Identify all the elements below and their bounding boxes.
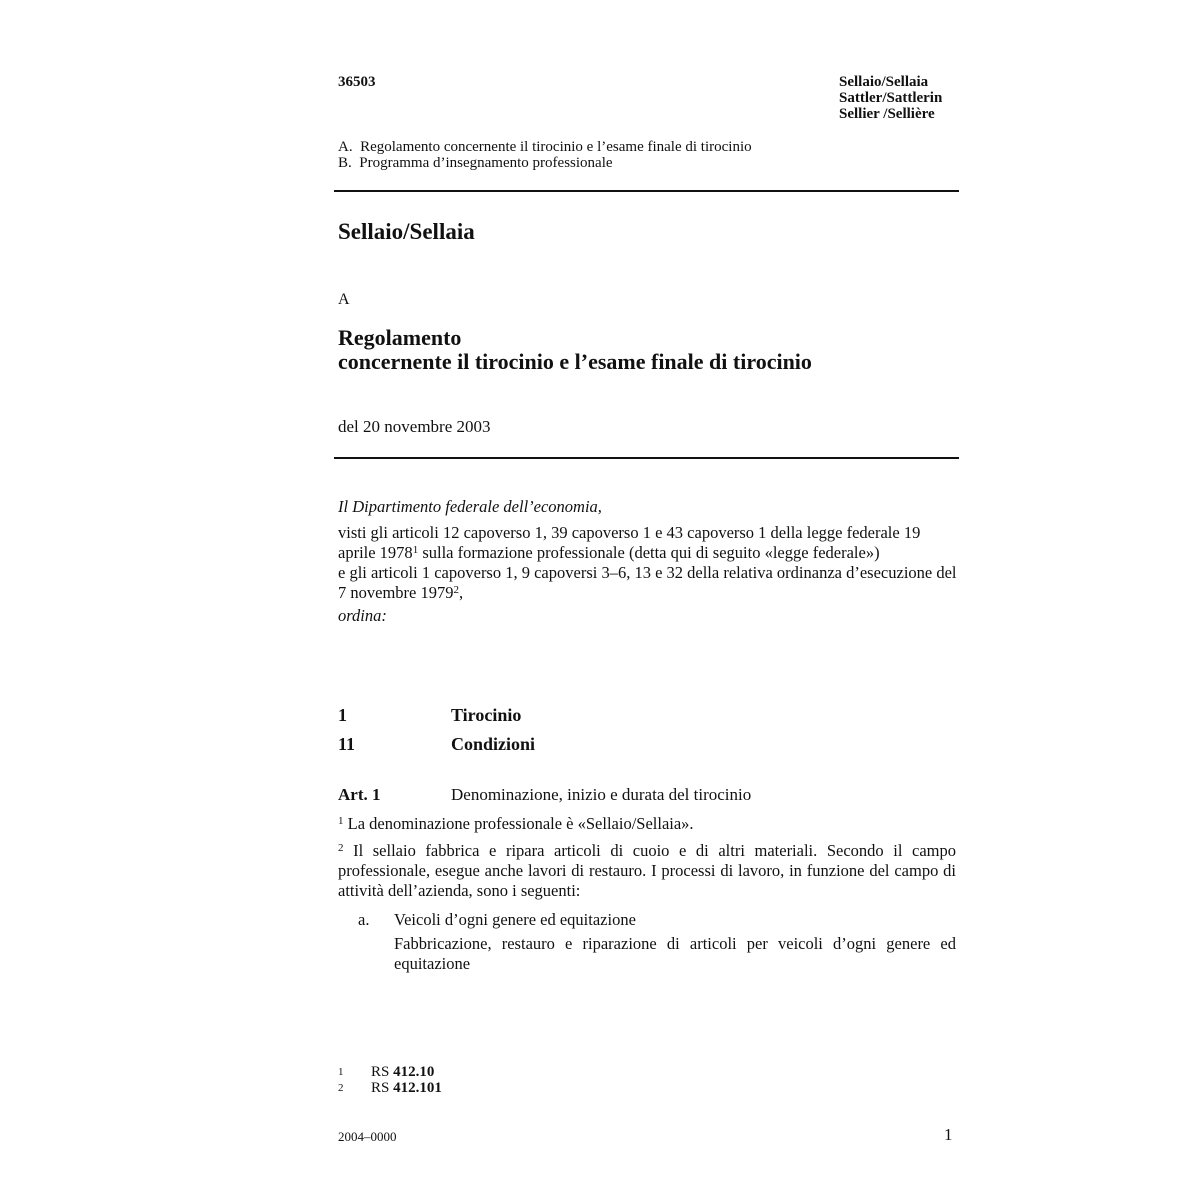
footnote-1-prefix: RS <box>371 1064 394 1080</box>
regulation-title-line2: concernente il tirocinio e l’esame finale di tirocinio <box>338 349 812 374</box>
divider-middle <box>334 457 959 459</box>
header-title-de: Sattler/Sattlerin <box>839 90 943 106</box>
preamble-paragraph-2 <box>338 563 958 603</box>
section-title-tirocinio: Tirocinio <box>451 705 522 725</box>
regulation-date: del 20 novembre 2003 <box>338 417 491 436</box>
preamble <box>338 497 958 626</box>
footnotes <box>338 1064 442 1096</box>
article-label: Art. 1 <box>338 785 381 804</box>
list-item-description: Fabbricazione, restauro e riparazione di articoli per veicoli d’ogni genere ed equitazione <box>394 934 956 973</box>
footnote-2-reference: 412.101 <box>393 1080 442 1096</box>
preamble-p1-text-b: sulla formazione professionale (detta qui di seguito «legge federale») <box>418 543 880 562</box>
preamble-authority: Il Dipartimento federale dell’economia, <box>338 497 602 516</box>
page-title: Sellaio/Sellaia <box>338 219 475 244</box>
page-footer-code: 2004–0000 <box>338 1129 397 1144</box>
paragraph-number-2: 2 <box>338 842 344 854</box>
footnote-ref-2[interactable]: 2 <box>453 584 459 596</box>
paragraph-2-text: Il sellaio fabbrica e ripara articoli di cuoio e di altri materiali. Secondo il campo professionale, esegue anche lavori di restauro. I processi di lavoro, in funzione del campo di attività dell’azienda, sono i seguenti: <box>338 841 956 900</box>
footnote-1-number: 1 <box>338 1066 344 1078</box>
contents-item-b: B. Programma d’insegnamento professionale <box>338 155 613 171</box>
footnote-ref-1[interactable]: 1 <box>412 544 419 556</box>
paragraph-number-1: 1 <box>338 815 344 827</box>
paragraph-1-text: La denominazione professionale è «Sellaio/Sellaia». <box>343 814 694 833</box>
list-item <box>394 910 956 974</box>
article-paragraph-1 <box>338 814 956 834</box>
preamble-p1-text-a: visti gli articoli 12 capoverso 1, 39 capoverso 1 e 43 capoverso 1 della legge federale 19 aprile 1978 <box>338 523 921 562</box>
footnote-2-prefix: RS <box>371 1080 394 1096</box>
contents-item-a: A. Regolamento concernente il tirocinio e l’esame finale di tirocinio <box>338 139 752 155</box>
header-title-fr: Sellier /Sellière <box>839 106 935 122</box>
section-letter: A <box>338 291 350 308</box>
list-item-title: Veicoli d’ogni genere ed equitazione <box>394 910 636 929</box>
footnote-2-number: 2 <box>338 1082 344 1094</box>
document-number: 36503 <box>338 74 376 90</box>
preamble-p2-text-a: e gli articoli 1 capoverso 1, 9 capoversi 3–6, 13 e 32 della relativa ordinanza d’esecuzione del 7 novembre 1979 <box>338 563 957 602</box>
footnote-2 <box>338 1080 442 1096</box>
document-contents-list <box>338 139 752 171</box>
footnote-1 <box>338 1064 442 1080</box>
regulation-title <box>338 326 812 374</box>
header-profession-titles <box>839 74 942 122</box>
header-title-it: Sellaio/Sellaia <box>839 74 929 90</box>
regulation-title-line1: Regolamento <box>338 325 462 350</box>
preamble-p2-text-b: , <box>458 583 464 602</box>
section-title-condizioni: Condizioni <box>451 734 536 754</box>
preamble-ordina: ordina: <box>338 606 387 625</box>
article-title: Denominazione, inizio e durata del tirocinio <box>451 785 752 804</box>
section-number-1: 1 <box>338 705 347 725</box>
section-number-11: 11 <box>338 734 356 754</box>
article-paragraph-2 <box>338 841 956 901</box>
preamble-paragraph-1 <box>338 523 958 563</box>
list-item-marker: a. <box>358 910 370 929</box>
page-number: 1 <box>944 1125 953 1144</box>
divider-top <box>334 190 959 192</box>
footnote-1-reference: 412.10 <box>393 1064 435 1080</box>
